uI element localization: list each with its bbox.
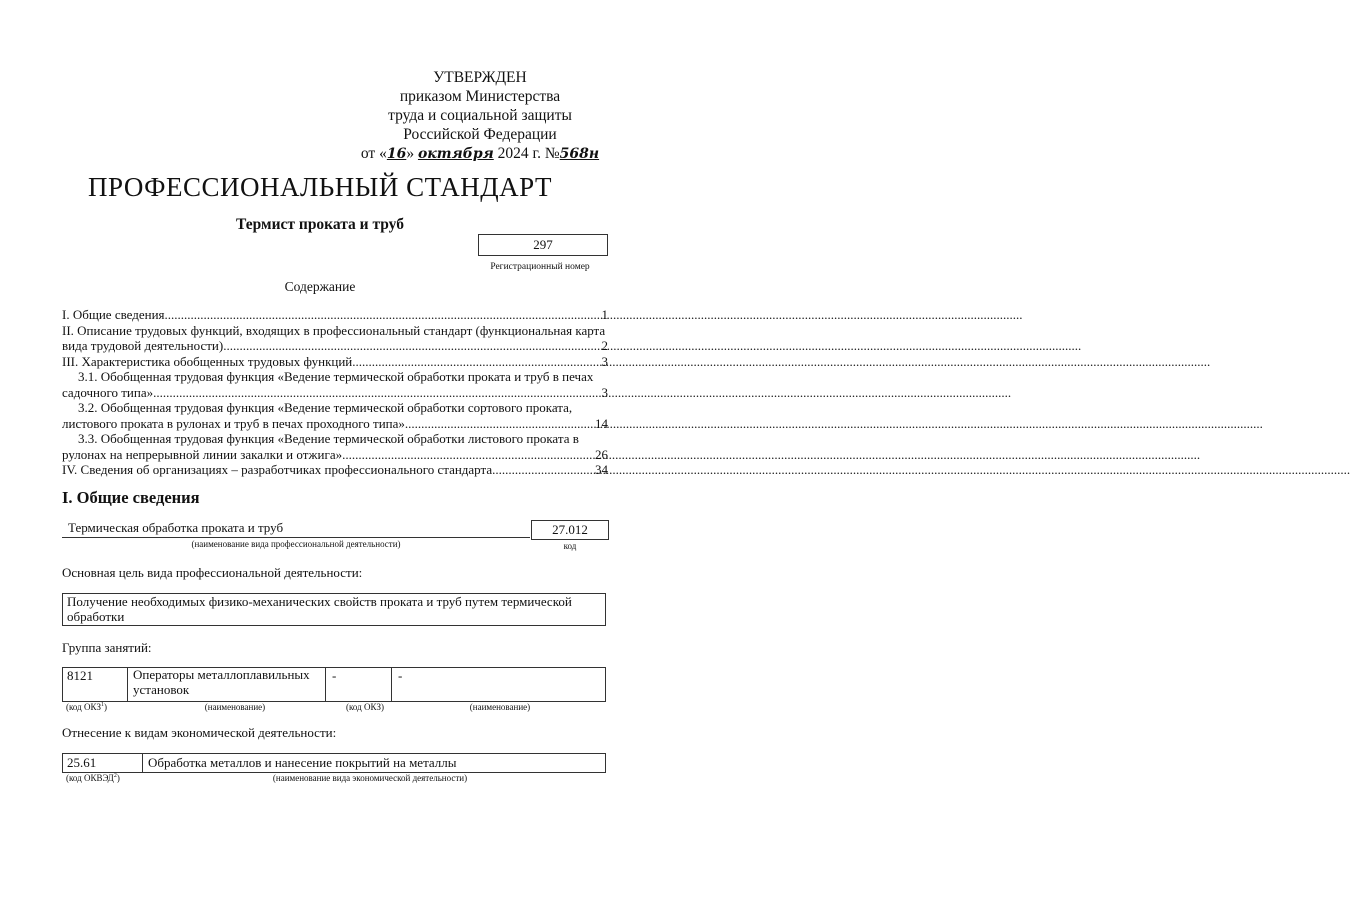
approval-date xyxy=(360,144,600,164)
order-number: 568н xyxy=(559,146,600,162)
activity-code-caption: код xyxy=(563,541,577,551)
goal-box xyxy=(62,593,606,626)
toc-entry[interactable]: I. Общие сведения ..... 1 xyxy=(62,307,608,323)
date-mid: » xyxy=(406,145,415,162)
date-prefix: от « xyxy=(360,145,387,162)
approval-line: приказом Министерства xyxy=(399,88,561,105)
goal-text: обработки xyxy=(67,608,125,624)
okved-code-caption: (код ОКВЭД$^2$) xyxy=(66,773,120,783)
toc-entry[interactable]: 3.2. Обобщенная трудовая функция «Ведение термической обработки сортового проката, xyxy=(78,400,573,415)
okz-name-cell: - xyxy=(398,668,403,683)
economic-label: Отнесение к видам экономической деятельности: xyxy=(62,725,337,740)
toc-entry[interactable]: рулонах на непрерывной линии закалки и отжига» ..... 26 xyxy=(62,447,608,463)
okz-code-cell: 8121 xyxy=(63,668,128,701)
toc-entry[interactable]: II. Описание трудовых функций, входящих в профессиональный стандарт (функциональная карта xyxy=(62,322,606,338)
toc-entry[interactable]: III. Характеристика обобщенных трудовых функций ..... 3 xyxy=(62,354,608,370)
toc-entry[interactable]: IV. Сведения об организациях – разработчиках профессионального стандарта ..... 34 xyxy=(62,462,608,478)
okved-name-cell: Обработка металлов и нанесение покрытий на металлы xyxy=(148,755,457,770)
economic-table xyxy=(62,753,606,773)
date-month: октября xyxy=(417,146,494,162)
date-day: 16 xyxy=(386,146,407,162)
okz-code-caption: (код ОКЗ$^1$) xyxy=(66,702,107,712)
approval-block xyxy=(360,68,600,164)
goal-label: Основная цель вида профессиональной деятельности: xyxy=(62,565,363,580)
approval-line: УТВЕРЖДЕН xyxy=(433,69,527,86)
toc-entry[interactable]: садочного типа» ..... 3 xyxy=(62,385,608,401)
registration-number-label: Регистрационный номер xyxy=(490,262,590,272)
occupations-label: Группа занятий: xyxy=(62,640,152,655)
occupations-table xyxy=(62,667,606,702)
okved-code-cell: 25.61 xyxy=(63,754,143,772)
activity-code-box: 27.012 xyxy=(531,520,609,540)
approval-line: труда и социальной защиты xyxy=(388,107,572,124)
toc-entry[interactable]: листового проката в рулонах и труб в печах проходного типа» ..... 14 xyxy=(62,416,608,432)
document-title: ПРОФЕССИОНАЛЬНЫЙ СТАНДАРТ xyxy=(87,172,553,202)
okved-name-caption: (наименование вида экономической деятельности) xyxy=(272,773,468,783)
activity-name-caption: (наименование вида профессиональной деятельности) xyxy=(191,539,401,549)
approval-line: Российской Федерации xyxy=(403,126,557,143)
contents-heading: Содержание xyxy=(284,279,356,294)
activity-name-field: Термическая обработка проката и труб xyxy=(62,520,530,538)
okz-name-text: установок xyxy=(133,681,190,697)
okz-code-cell: - xyxy=(326,668,392,701)
okz-name-caption: (наименование) xyxy=(469,702,531,712)
toc-entry[interactable]: вида трудовой деятельности) ..... 2 xyxy=(62,338,608,354)
okz-code-caption: (код ОКЗ) xyxy=(346,702,384,712)
okz-name-caption: (наименование) xyxy=(204,702,266,712)
okz-name-text: Операторы металлоплавильных xyxy=(133,667,310,682)
okz-name-cell xyxy=(128,668,326,701)
goal-text: Получение необходимых физико-механических свойств проката и труб путем термической xyxy=(67,594,572,609)
date-year: 2024 г. № xyxy=(497,145,560,162)
table-of-contents xyxy=(62,307,608,478)
registration-number-box: 297 xyxy=(478,234,608,256)
section-heading: I. Общие сведения xyxy=(62,488,200,507)
profession-title: Термист проката и труб xyxy=(236,216,404,233)
toc-entry[interactable]: 3.1. Обобщенная трудовая функция «Ведение термической обработки проката и труб в печах xyxy=(78,369,594,384)
toc-entry[interactable]: 3.3. Обобщенная трудовая функция «Ведение термической обработки листового проката в xyxy=(78,431,579,446)
